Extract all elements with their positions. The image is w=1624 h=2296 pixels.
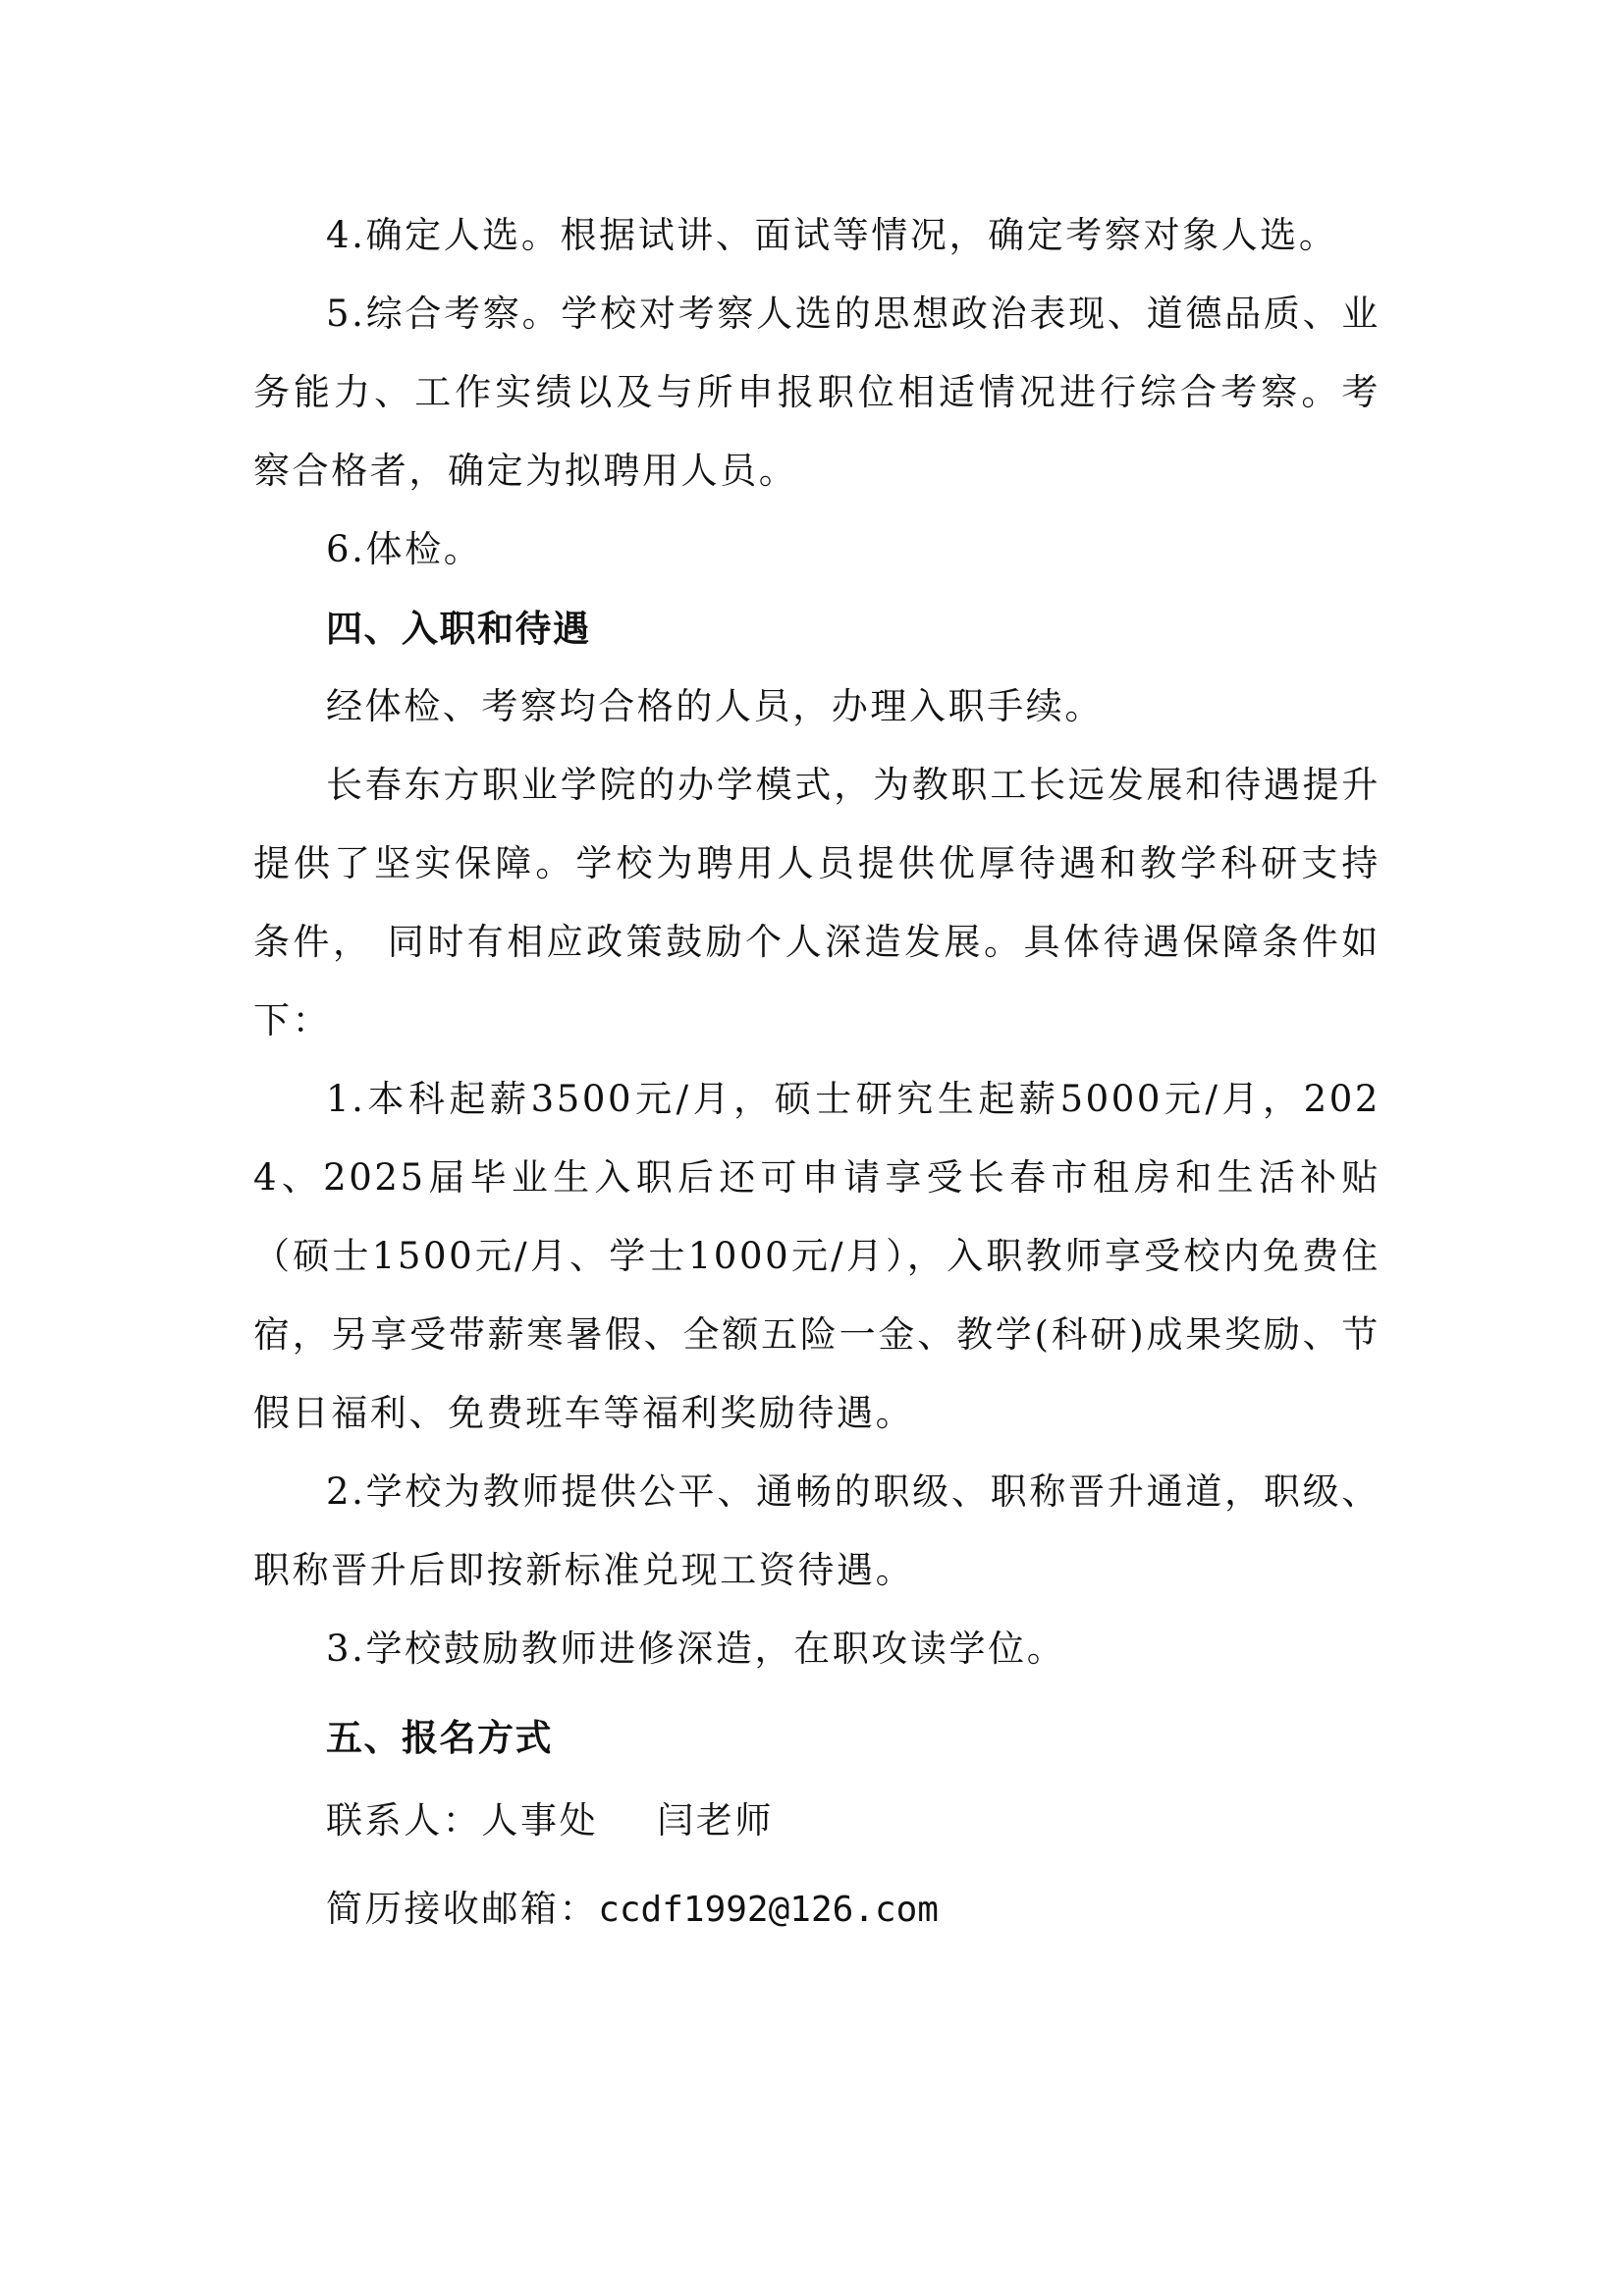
step-6-paragraph: 6.体检。 <box>326 528 483 570</box>
email-line <box>253 1865 1380 1954</box>
onboarding-paragraph: 经体检、考察均合格的人员，办理入职手续。 <box>326 685 1104 727</box>
contact-line <box>253 1777 1380 1865</box>
benefit-3-paragraph: 3.学校鼓励教师进修深造，在职攻读学位。 <box>326 1628 1066 1670</box>
step-4-paragraph: 4.确定人选。根据试讲、面试等情况，确定考察对象人选。 <box>326 214 1338 256</box>
benefits-intro-paragraph: 长春东方职业学院的办学模式，为教职工长远发展和待遇提升提供了坚实保障。学校为聘用人员提供优厚待遇和教学科研支持条件， 同时有相应政策鼓励个人深造发展。具体待遇保障条件如下： <box>253 764 1380 1041</box>
section-4-heading: 四、入职和待遇 <box>326 607 591 650</box>
benefit-2-paragraph: 2.学校为教师提供公平、通畅的职级、职称晋升通道，职级、职称晋升后即按新标准兑现工资待遇。 <box>253 1470 1380 1591</box>
benefit-1-paragraph: 1.本科起薪3500元/月，硕士研究生起薪5000元/月，2024、2025届毕业生入职后还可申请享受长春市租房和生活补贴（硕士1500元/月、学士1000元/月），入职教师享受校内免费住宿，另享受带薪寒暑假、全额五险一金、教学(科研)成果奖励、节假日福利、免费班车等福利奖励待遇。 <box>253 1078 1380 1434</box>
document-body <box>253 196 1380 1954</box>
step-5-paragraph: 5.综合考察。学校对考察人选的思想政治表现、道德品质、业务能力、工作实绩以及与所申报职位相适情况进行综合考察。考察合格者，确定为拟聘用人员。 <box>253 293 1380 492</box>
section-5-heading: 五、报名方式 <box>326 1716 553 1759</box>
contact-person: 闫老师 <box>657 1799 775 1842</box>
email-label: 简历接收邮箱： <box>326 1888 599 1930</box>
email-address[interactable]: ccdf1992@126.com <box>598 1890 939 1930</box>
contact-label: 联系人：人事处 <box>326 1799 599 1842</box>
